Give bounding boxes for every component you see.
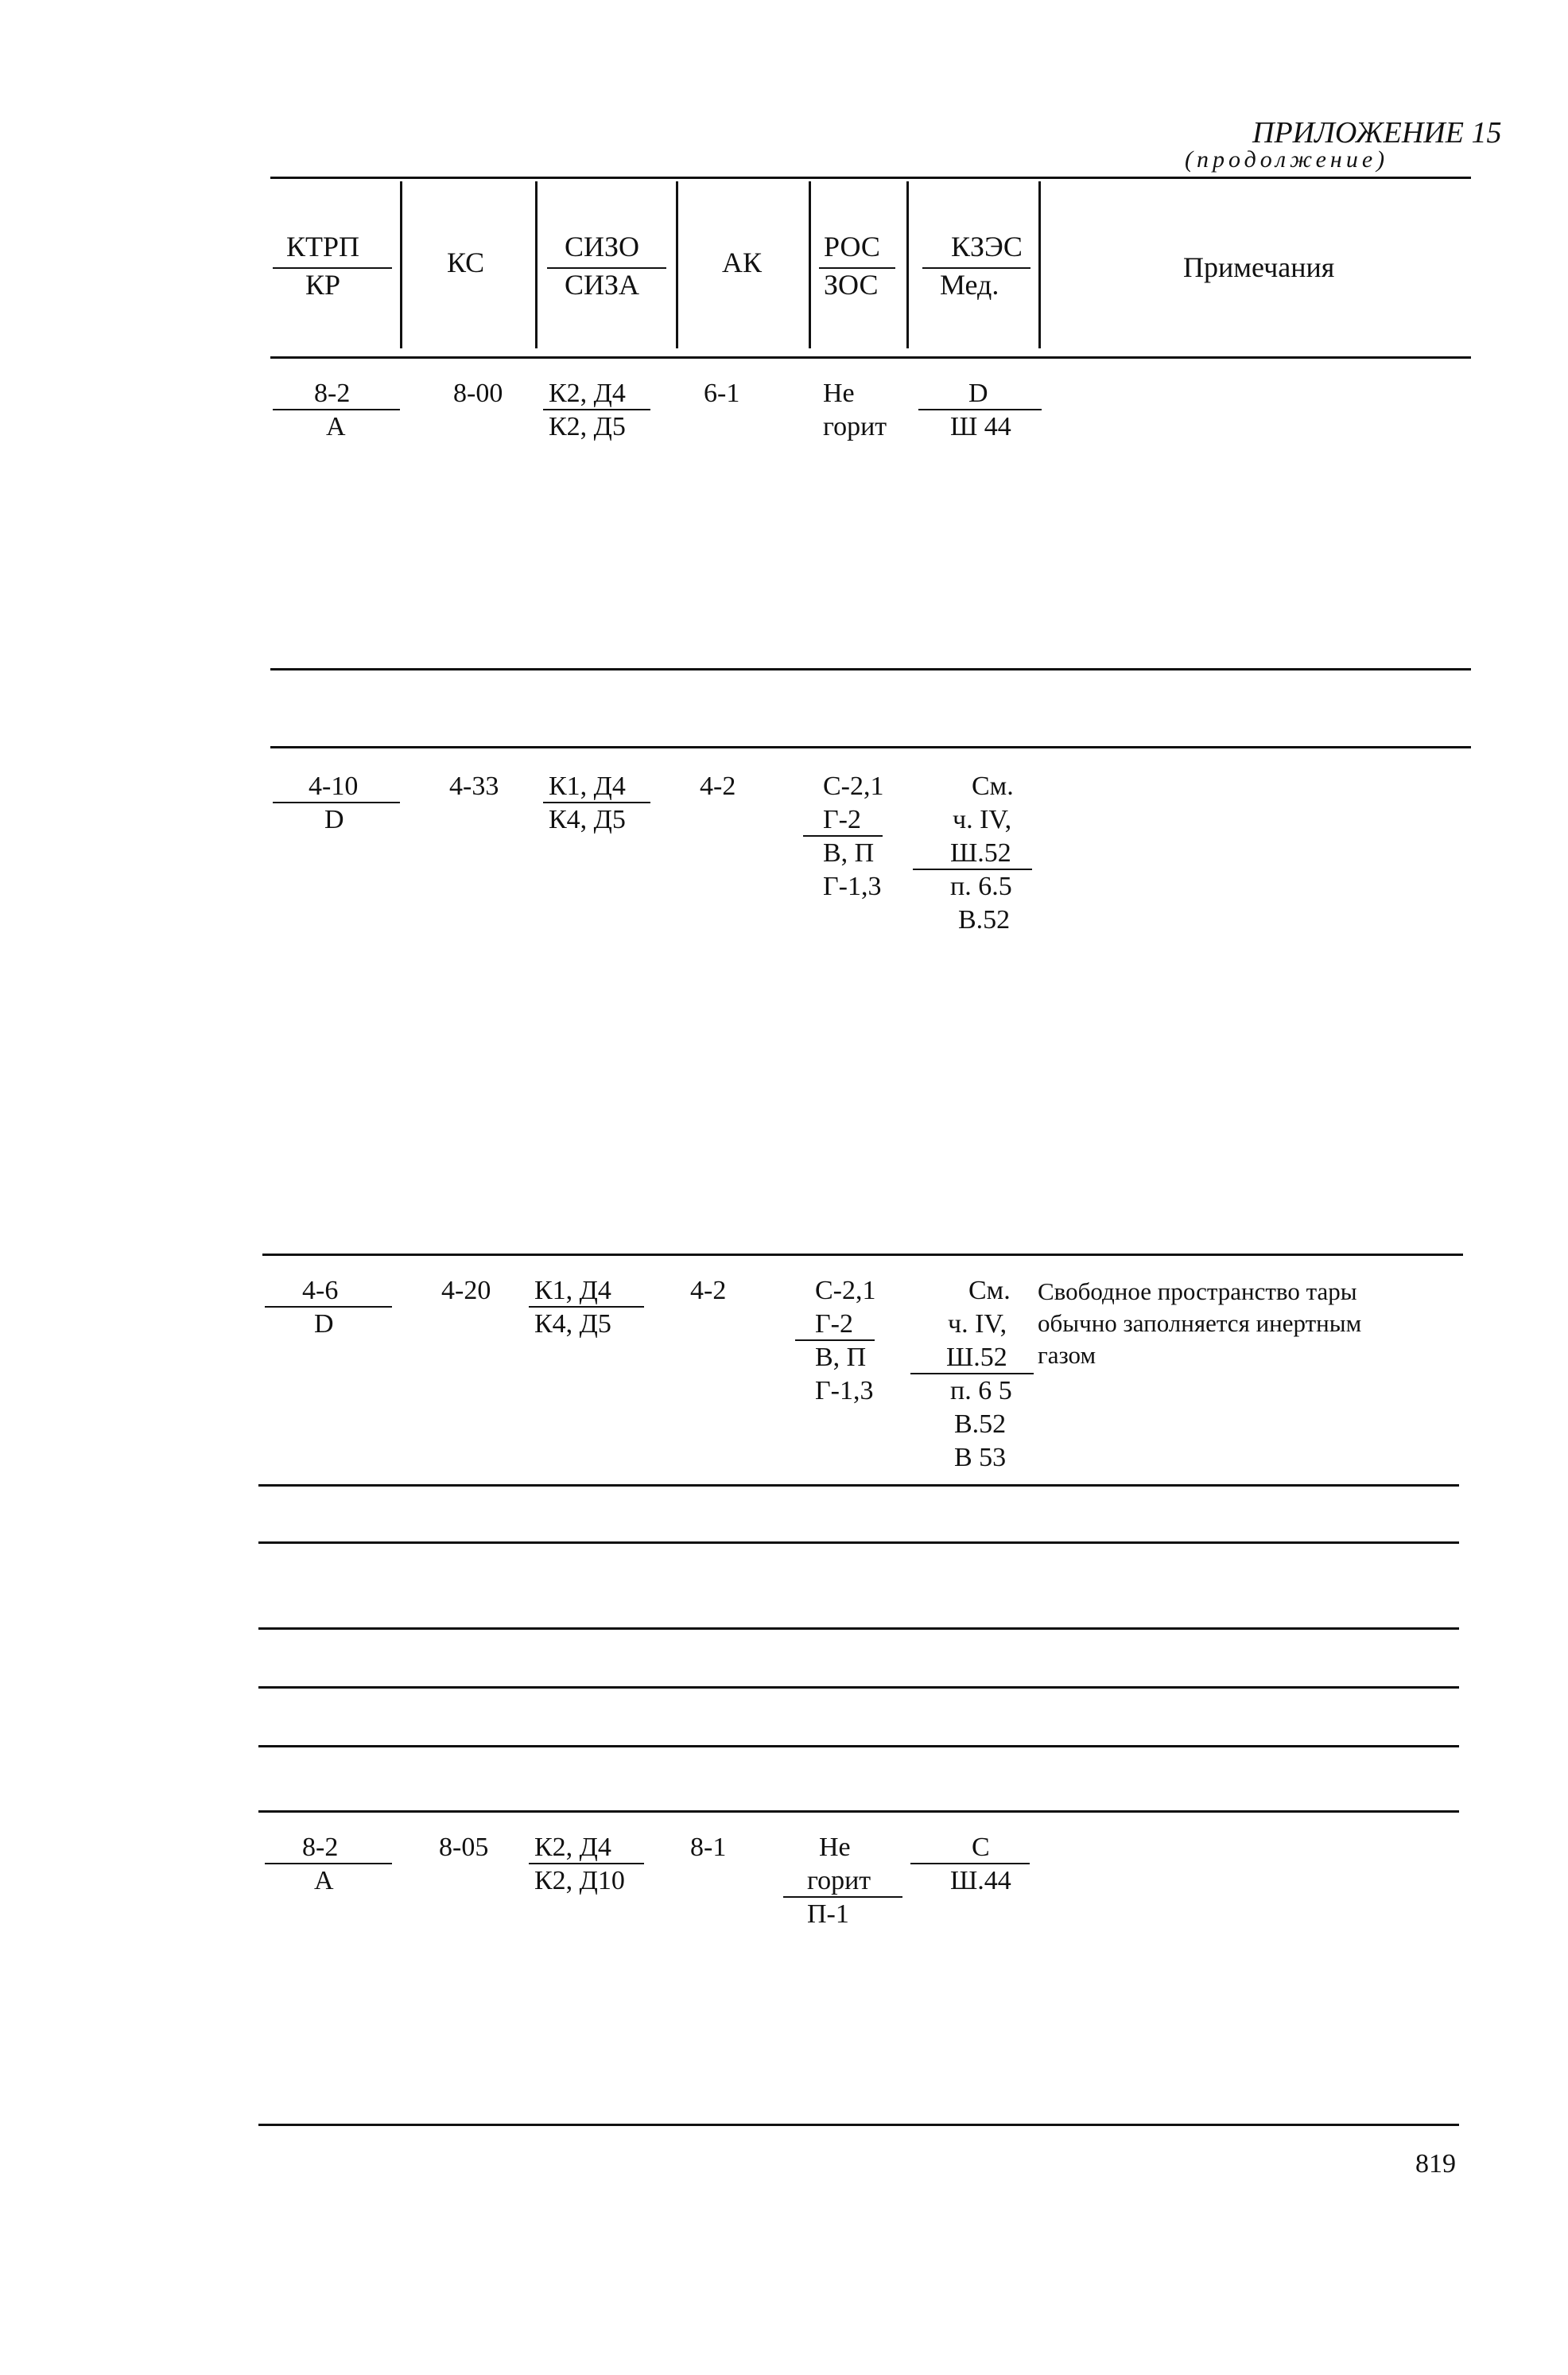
row4-kr: А [314,1866,334,1895]
fraction-bar [910,1863,1030,1864]
column-divider [535,181,538,348]
col-sizo: СИЗО [565,231,640,262]
row2-ros-line2: Г-2 [823,805,861,834]
col-kzes: КЗЭС [951,231,1023,262]
fraction-bar [529,1306,644,1308]
row3-note-line1: Свободное пространство тары [1038,1277,1357,1305]
row2-med-line1: п. 6.5 [950,872,1012,901]
row-rule [258,1810,1459,1813]
page-number: 819 [1415,2149,1456,2179]
row-rule [258,1484,1459,1487]
row-rule [258,1627,1459,1630]
row2-sizo: К1, Д4 [549,772,626,801]
row2-kzes-line2: ч. IV, [953,805,1012,834]
row1-kzes: D [968,379,988,408]
row4-ros-line1: Не [819,1833,851,1862]
row2-kr: D [324,805,344,834]
row3-siza: К4, Д5 [534,1309,611,1339]
fraction-bar [273,409,400,410]
row-rule [258,1686,1459,1689]
fraction-bar [543,409,650,410]
row3-ros-line2: Г-2 [815,1309,853,1339]
row3-med-line2: В.52 [954,1409,1007,1439]
fraction-bar [918,409,1042,410]
fraction-bar [913,869,1032,870]
row1-kr: А [326,412,346,441]
row3-med-line1: п. 6 5 [950,1376,1012,1405]
col-kr: КР [305,269,341,301]
col-ktrp: КТРП [286,231,360,262]
row4-ros-line2: горит [807,1866,871,1895]
row1-ktrp: 8-2 [314,379,351,408]
column-divider [1038,181,1041,348]
row-rule [258,1745,1459,1747]
col-ak: АК [722,247,763,278]
row3-ks: 4-20 [441,1276,491,1305]
row2-kzes-line1: См. [972,772,1014,801]
row3-ros-line3: В, П [815,1343,867,1372]
row-rule [258,1541,1459,1544]
row4-ros-line3: П-1 [807,1899,849,1929]
row4-med: Ш.44 [950,1866,1011,1895]
fraction-bar [273,802,400,803]
appendix-subtitle: (продолжение) [1185,146,1389,173]
table-bottom-rule [258,2124,1459,2126]
row1-sizo: К2, Д4 [549,379,626,408]
row3-kzes-line2: ч. IV, [948,1309,1007,1339]
row3-ros-line4: Г-1,3 [815,1376,874,1405]
row-rule [270,746,1471,748]
col-siza: СИЗА [565,269,640,301]
col-zos: ЗОС [824,269,879,301]
row2-ros-line1: С-2,1 [823,772,884,801]
col-notes: Примечания [1183,251,1335,283]
row3-ktrp: 4-6 [302,1276,339,1305]
row2-ros-line4: Г-1,3 [823,872,882,901]
col-med: Мед. [940,269,999,301]
row3-note-line3: газом [1038,1341,1096,1369]
row3-med-line3: В 53 [954,1443,1007,1472]
row3-kzes-line3: Ш.52 [946,1343,1007,1372]
fraction-bar [795,1339,875,1341]
row4-kzes: С [972,1833,990,1862]
row1-ros-line1: Не [823,379,855,408]
fraction-bar [910,1373,1034,1374]
row3-ros-line1: С-2,1 [815,1276,876,1305]
column-divider [809,181,811,348]
header-bottom-rule [270,356,1471,359]
row4-sizo: К2, Д4 [534,1833,611,1862]
row1-ros-line2: горит [823,412,887,441]
row4-ks: 8-05 [439,1833,489,1862]
row1-ks: 8-00 [453,379,503,408]
row2-ak: 4-2 [700,772,736,801]
fraction-bar [803,835,883,837]
row2-ktrp: 4-10 [309,772,359,801]
fraction-bar [783,1896,902,1898]
row2-kzes-line3: Ш.52 [950,838,1011,868]
fraction-bar [529,1863,644,1864]
appendix-title: ПРИЛОЖЕНИЕ 15 [1252,116,1502,150]
row4-ktrp: 8-2 [302,1833,339,1862]
row4-ak: 8-1 [690,1833,727,1862]
row-rule [270,668,1471,671]
row1-med: Ш 44 [950,412,1011,441]
row2-med-line2: В.52 [958,905,1011,935]
row2-ros-line3: В, П [823,838,875,868]
row-rule [262,1254,1463,1256]
row3-sizo: К1, Д4 [534,1276,611,1305]
fraction-bar [265,1306,392,1308]
col-ks: КС [447,247,485,278]
row3-ak: 4-2 [690,1276,727,1305]
row4-siza: К2, Д10 [534,1866,625,1895]
row2-siza: К4, Д5 [549,805,626,834]
row3-kr: D [314,1309,334,1339]
column-divider [906,181,909,348]
col-ros: РОС [824,231,880,262]
row1-siza: К2, Д5 [549,412,626,441]
row1-ak: 6-1 [704,379,740,408]
fraction-bar [543,802,650,803]
row2-ks: 4-33 [449,772,499,801]
row3-note-line2: обычно заполняется инертным [1038,1309,1362,1337]
table-top-rule [270,177,1471,179]
column-divider [400,181,402,348]
row3-kzes-line1: См. [968,1276,1011,1305]
column-divider [676,181,678,348]
fraction-bar [265,1863,392,1864]
